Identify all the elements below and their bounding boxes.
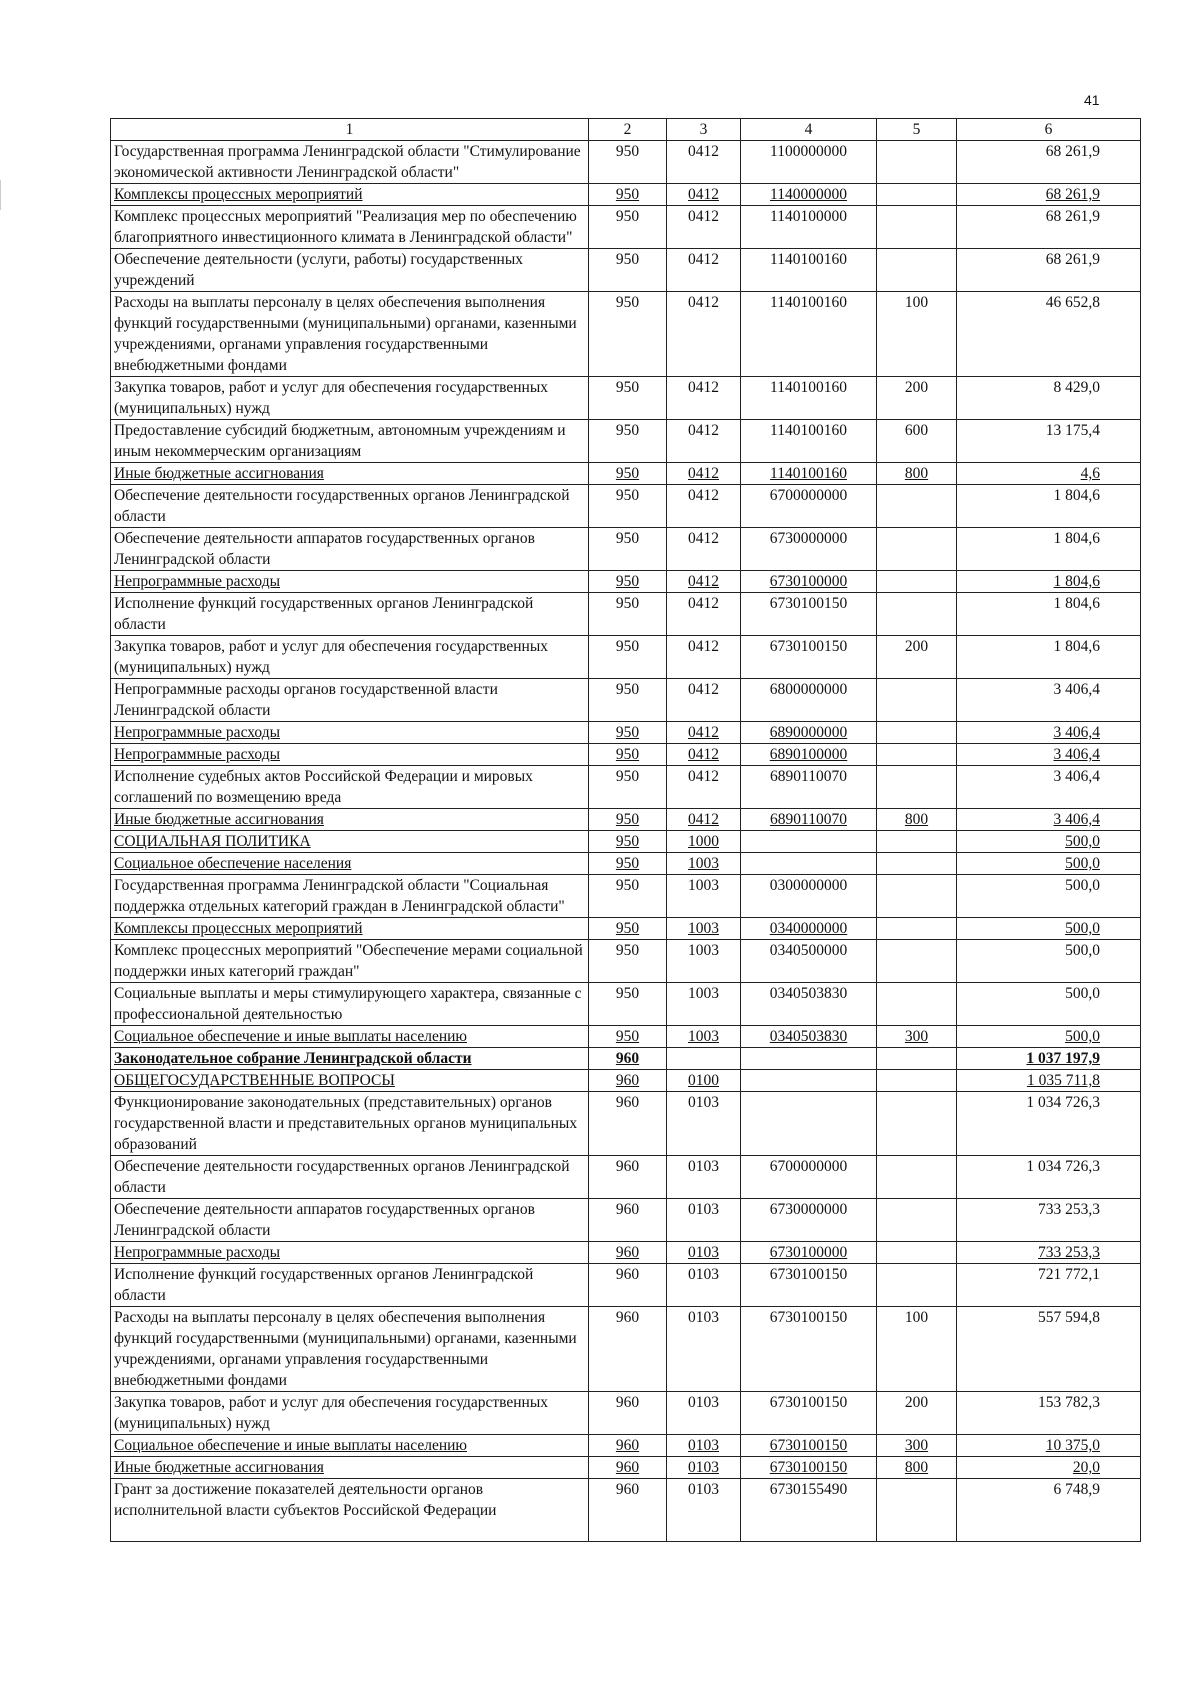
row-section-code: 0412 <box>667 249 741 292</box>
row-amount: 6 748,9 <box>957 1479 1141 1542</box>
row-ministry-code: 950 <box>589 853 667 875</box>
row-section-code: 0412 <box>667 593 741 636</box>
row-target-code <box>741 853 877 875</box>
row-expense-type <box>877 853 957 875</box>
row-expense-type <box>877 744 957 766</box>
row-expense-type <box>877 593 957 636</box>
row-target-code: 1140100160 <box>741 249 877 292</box>
row-name: Непрограммные расходы <box>111 744 589 766</box>
row-ministry-code: 950 <box>589 636 667 679</box>
row-section-code: 0103 <box>667 1092 741 1156</box>
row-name: Исполнение судебных актов Российской Федерации и мировых соглашений по возмещению вреда <box>111 766 589 809</box>
row-ministry-code: 950 <box>589 918 667 940</box>
row-section-code: 0412 <box>667 766 741 809</box>
row-amount: 3 406,4 <box>957 766 1141 809</box>
row-expense-type <box>877 1070 957 1092</box>
row-name: Обеспечение деятельности государственных органов Ленинградской области <box>111 1156 589 1199</box>
row-ministry-code: 950 <box>589 463 667 485</box>
table-row <box>111 1199 1141 1242</box>
row-name: Закупка товаров, работ и услуг для обеспечения государственных (муниципальных) нужд <box>111 636 589 679</box>
row-target-code: 1140100160 <box>741 292 877 377</box>
row-section-code: 0412 <box>667 809 741 831</box>
row-target-code: 1140100160 <box>741 463 877 485</box>
row-name: Обеспечение деятельности (услуги, работы) государственных учреждений <box>111 249 589 292</box>
row-expense-type <box>877 875 957 918</box>
row-expense-type <box>877 1242 957 1264</box>
row-amount: 46 652,8 <box>957 292 1141 377</box>
row-name: Расходы на выплаты персоналу в целях обеспечения выполнения функций государственными (муниципальными) органами, казенными учреждениями, органами управления государственными внебюджетными фондами <box>111 292 589 377</box>
row-target-code <box>741 1092 877 1156</box>
table-row <box>111 292 1141 377</box>
row-name: Иные бюджетные ассигнования <box>111 463 589 485</box>
row-name: Непрограммные расходы <box>111 1242 589 1264</box>
row-amount: 500,0 <box>957 875 1141 918</box>
table-row <box>111 249 1141 292</box>
table-row <box>111 1479 1141 1542</box>
row-expense-type <box>877 831 957 853</box>
table-row <box>111 1392 1141 1435</box>
table-row <box>111 463 1141 485</box>
row-amount: 68 261,9 <box>957 141 1141 184</box>
row-ministry-code: 960 <box>589 1156 667 1199</box>
row-expense-type: 800 <box>877 809 957 831</box>
row-ministry-code: 960 <box>589 1435 667 1457</box>
table-row <box>111 420 1141 463</box>
row-name: Закупка товаров, работ и услуг для обеспечения государственных (муниципальных) нужд <box>111 377 589 420</box>
row-section-code: 1003 <box>667 940 741 983</box>
row-section-code: 0412 <box>667 377 741 420</box>
row-section-code: 1003 <box>667 983 741 1026</box>
row-ministry-code: 950 <box>589 377 667 420</box>
row-ministry-code: 950 <box>589 593 667 636</box>
row-amount: 3 406,4 <box>957 722 1141 744</box>
header-col-4: 4 <box>741 119 877 141</box>
row-name: Комплексы процессных мероприятий <box>111 918 589 940</box>
row-expense-type <box>877 485 957 528</box>
row-amount: 1 804,6 <box>957 636 1141 679</box>
row-ministry-code: 950 <box>589 940 667 983</box>
row-expense-type: 200 <box>877 1392 957 1435</box>
row-expense-type <box>877 940 957 983</box>
row-ministry-code: 960 <box>589 1307 667 1392</box>
table-row <box>111 206 1141 249</box>
row-name: Закупка товаров, работ и услуг для обеспечения государственных (муниципальных) нужд <box>111 1392 589 1435</box>
table-row <box>111 636 1141 679</box>
row-ministry-code: 950 <box>589 485 667 528</box>
row-target-code: 6730155490 <box>741 1479 877 1542</box>
row-name: Функционирование законодательных (представительных) органов государственной власти и представительных органов муниципальных образований <box>111 1092 589 1156</box>
row-amount: 3 406,4 <box>957 679 1141 722</box>
row-ministry-code: 950 <box>589 679 667 722</box>
row-target-code: 6890110070 <box>741 809 877 831</box>
row-section-code: 0412 <box>667 420 741 463</box>
row-expense-type <box>877 679 957 722</box>
table-row <box>111 679 1141 722</box>
row-target-code: 1140100160 <box>741 420 877 463</box>
row-section-code: 1003 <box>667 853 741 875</box>
row-ministry-code: 950 <box>589 875 667 918</box>
row-target-code: 6800000000 <box>741 679 877 722</box>
row-amount: 1 034 726,3 <box>957 1156 1141 1199</box>
row-amount: 733 253,3 <box>957 1199 1141 1242</box>
row-expense-type: 300 <box>877 1435 957 1457</box>
page-number: 41 <box>1084 92 1100 108</box>
row-amount: 68 261,9 <box>957 184 1141 206</box>
row-section-code: 0103 <box>667 1307 741 1392</box>
row-expense-type: 200 <box>877 636 957 679</box>
row-target-code: 0300000000 <box>741 875 877 918</box>
row-target-code: 1140000000 <box>741 184 877 206</box>
table-row <box>111 571 1141 593</box>
row-ministry-code: 960 <box>589 1070 667 1092</box>
row-target-code: 6730100150 <box>741 1264 877 1307</box>
row-amount: 20,0 <box>957 1457 1141 1479</box>
table-row <box>111 485 1141 528</box>
row-amount: 1 035 711,8 <box>957 1070 1141 1092</box>
row-target-code <box>741 1070 877 1092</box>
row-target-code: 1140100160 <box>741 377 877 420</box>
row-section-code: 0103 <box>667 1435 741 1457</box>
row-target-code <box>741 831 877 853</box>
row-target-code: 6730100150 <box>741 1307 877 1392</box>
row-amount: 1 037 197,9 <box>957 1048 1141 1070</box>
row-expense-type <box>877 1199 957 1242</box>
table-body <box>111 141 1141 1542</box>
row-section-code: 0412 <box>667 571 741 593</box>
row-name: Комплекс процессных мероприятий "Реализация мер по обеспечению благоприятного инвестиционного климата в Ленинградской области" <box>111 206 589 249</box>
row-section-code: 0412 <box>667 528 741 571</box>
row-name: Исполнение функций государственных органов Ленинградской области <box>111 593 589 636</box>
row-amount: 500,0 <box>957 1026 1141 1048</box>
row-expense-type <box>877 766 957 809</box>
row-expense-type <box>877 206 957 249</box>
table-row <box>111 528 1141 571</box>
row-section-code: 0412 <box>667 292 741 377</box>
table-row <box>111 744 1141 766</box>
table-row <box>111 377 1141 420</box>
row-name: ОБЩЕГОСУДАРСТВЕННЫЕ ВОПРОСЫ <box>111 1070 589 1092</box>
header-col-6: 6 <box>957 119 1141 141</box>
row-ministry-code: 950 <box>589 249 667 292</box>
row-section-code: 0412 <box>667 206 741 249</box>
row-section-code: 0103 <box>667 1479 741 1542</box>
row-amount: 500,0 <box>957 853 1141 875</box>
row-amount: 3 406,4 <box>957 744 1141 766</box>
table-row <box>111 141 1141 184</box>
row-expense-type <box>877 1264 957 1307</box>
row-section-code: 0103 <box>667 1264 741 1307</box>
table-row <box>111 1070 1141 1092</box>
row-section-code: 0103 <box>667 1199 741 1242</box>
row-ministry-code: 950 <box>589 528 667 571</box>
row-name: Комплекс процессных мероприятий "Обеспечение мерами социальной поддержки иных категорий граждан" <box>111 940 589 983</box>
table-row <box>111 1242 1141 1264</box>
row-expense-type: 300 <box>877 1026 957 1048</box>
row-name: СОЦИАЛЬНАЯ ПОЛИТИКА <box>111 831 589 853</box>
row-name: Обеспечение деятельности аппаратов государственных органов Ленинградской области <box>111 1199 589 1242</box>
row-name: Непрограммные расходы органов государственной власти Ленинградской области <box>111 679 589 722</box>
row-ministry-code: 950 <box>589 184 667 206</box>
row-section-code: 0100 <box>667 1070 741 1092</box>
row-ministry-code: 960 <box>589 1457 667 1479</box>
row-name: Социальное обеспечение и иные выплаты населению <box>111 1026 589 1048</box>
row-amount: 1 804,6 <box>957 593 1141 636</box>
row-expense-type <box>877 571 957 593</box>
row-section-code: 0412 <box>667 485 741 528</box>
row-name: Предоставление субсидий бюджетным, автономным учреждениям и иным некоммерческим организациям <box>111 420 589 463</box>
row-ministry-code: 960 <box>589 1264 667 1307</box>
row-target-code: 6730100150 <box>741 1435 877 1457</box>
row-ministry-code: 950 <box>589 571 667 593</box>
row-name: Расходы на выплаты персоналу в целях обеспечения выполнения функций государственными (муниципальными) органами, казенными учреждениями, органами управления государственными внебюджетными фондами <box>111 1307 589 1392</box>
row-section-code: 0103 <box>667 1156 741 1199</box>
row-amount: 8 429,0 <box>957 377 1141 420</box>
table-row <box>111 722 1141 744</box>
row-expense-type <box>877 528 957 571</box>
header-col-2: 2 <box>589 119 667 141</box>
row-name: Государственная программа Ленинградской области "Социальная поддержка отдельных категорий граждан в Ленинградской области" <box>111 875 589 918</box>
row-name: Социальные выплаты и меры стимулирующего характера, связанные с профессиональной деятельностью <box>111 983 589 1026</box>
row-amount: 153 782,3 <box>957 1392 1141 1435</box>
row-amount: 500,0 <box>957 983 1141 1026</box>
row-expense-type <box>877 1048 957 1070</box>
row-amount: 4,6 <box>957 463 1141 485</box>
row-section-code: 0103 <box>667 1457 741 1479</box>
table-row <box>111 1026 1141 1048</box>
row-expense-type <box>877 722 957 744</box>
row-target-code: 6730000000 <box>741 528 877 571</box>
scan-edge-mark <box>0 180 2 210</box>
row-ministry-code: 950 <box>589 420 667 463</box>
row-section-code: 0412 <box>667 679 741 722</box>
row-target-code: 6730100150 <box>741 593 877 636</box>
row-target-code: 6730100000 <box>741 1242 877 1264</box>
row-amount: 500,0 <box>957 940 1141 983</box>
row-ministry-code: 960 <box>589 1048 667 1070</box>
header-col-5: 5 <box>877 119 957 141</box>
table-row <box>111 983 1141 1026</box>
row-ministry-code: 950 <box>589 292 667 377</box>
row-name: Иные бюджетные ассигнования <box>111 1457 589 1479</box>
row-name: Обеспечение деятельности государственных органов Ленинградской области <box>111 485 589 528</box>
table-row <box>111 831 1141 853</box>
row-target-code: 0340503830 <box>741 1026 877 1048</box>
table-row <box>111 1457 1141 1479</box>
row-expense-type <box>877 141 957 184</box>
row-target-code: 6700000000 <box>741 1156 877 1199</box>
row-section-code: 0412 <box>667 722 741 744</box>
row-amount: 1 804,6 <box>957 528 1141 571</box>
row-name: Непрограммные расходы <box>111 722 589 744</box>
row-target-code: 0340500000 <box>741 940 877 983</box>
row-expense-type <box>877 1479 957 1542</box>
row-expense-type: 100 <box>877 292 957 377</box>
row-section-code: 0412 <box>667 141 741 184</box>
row-ministry-code: 950 <box>589 809 667 831</box>
row-ministry-code: 960 <box>589 1199 667 1242</box>
row-section-code: 0412 <box>667 636 741 679</box>
row-target-code: 0340503830 <box>741 983 877 1026</box>
row-amount: 1 804,6 <box>957 571 1141 593</box>
row-target-code: 6890100000 <box>741 744 877 766</box>
row-amount: 721 772,1 <box>957 1264 1141 1307</box>
row-expense-type: 800 <box>877 463 957 485</box>
table-row <box>111 1307 1141 1392</box>
table-row <box>111 809 1141 831</box>
row-amount: 1 804,6 <box>957 485 1141 528</box>
row-expense-type <box>877 983 957 1026</box>
row-expense-type <box>877 249 957 292</box>
row-target-code: 0340000000 <box>741 918 877 940</box>
row-expense-type <box>877 184 957 206</box>
row-name: Иные бюджетные ассигнования <box>111 809 589 831</box>
row-expense-type <box>877 1156 957 1199</box>
row-target-code: 6730100150 <box>741 636 877 679</box>
table-row <box>111 940 1141 983</box>
row-amount: 500,0 <box>957 831 1141 853</box>
table-row <box>111 766 1141 809</box>
table-row <box>111 918 1141 940</box>
row-section-code: 1000 <box>667 831 741 853</box>
table-row <box>111 184 1141 206</box>
table-row <box>111 1048 1141 1070</box>
row-section-code: 1003 <box>667 1026 741 1048</box>
row-target-code: 6890000000 <box>741 722 877 744</box>
row-target-code: 6890110070 <box>741 766 877 809</box>
row-amount: 13 175,4 <box>957 420 1141 463</box>
table-header-row <box>111 119 1141 141</box>
row-section-code: 1003 <box>667 918 741 940</box>
row-target-code: 6730000000 <box>741 1199 877 1242</box>
row-amount: 500,0 <box>957 918 1141 940</box>
row-amount: 1 034 726,3 <box>957 1092 1141 1156</box>
row-section-code: 0103 <box>667 1392 741 1435</box>
row-amount: 3 406,4 <box>957 809 1141 831</box>
row-name: Непрограммные расходы <box>111 571 589 593</box>
table-row <box>111 875 1141 918</box>
row-ministry-code: 950 <box>589 983 667 1026</box>
row-expense-type: 200 <box>877 377 957 420</box>
row-target-code: 1140100000 <box>741 206 877 249</box>
row-ministry-code: 950 <box>589 141 667 184</box>
row-target-code: 6730100150 <box>741 1392 877 1435</box>
row-amount: 10 375,0 <box>957 1435 1141 1457</box>
row-name: Обеспечение деятельности аппаратов государственных органов Ленинградской области <box>111 528 589 571</box>
row-target-code: 6730100150 <box>741 1457 877 1479</box>
row-section-code <box>667 1048 741 1070</box>
table-row <box>111 593 1141 636</box>
row-section-code: 0412 <box>667 744 741 766</box>
header-col-1: 1 <box>111 119 589 141</box>
row-ministry-code: 950 <box>589 766 667 809</box>
row-ministry-code: 950 <box>589 744 667 766</box>
row-name: Исполнение функций государственных органов Ленинградской области <box>111 1264 589 1307</box>
table-row <box>111 1156 1141 1199</box>
row-section-code: 0412 <box>667 463 741 485</box>
row-section-code: 1003 <box>667 875 741 918</box>
row-amount: 68 261,9 <box>957 249 1141 292</box>
row-expense-type: 600 <box>877 420 957 463</box>
table-row <box>111 853 1141 875</box>
row-ministry-code: 960 <box>589 1479 667 1542</box>
row-expense-type <box>877 918 957 940</box>
row-name: Социальное обеспечение и иные выплаты населению <box>111 1435 589 1457</box>
row-target-code <box>741 1048 877 1070</box>
row-section-code: 0103 <box>667 1242 741 1264</box>
row-ministry-code: 960 <box>589 1392 667 1435</box>
row-target-code: 1100000000 <box>741 141 877 184</box>
table-row <box>111 1264 1141 1307</box>
row-ministry-code: 960 <box>589 1092 667 1156</box>
row-expense-type: 100 <box>877 1307 957 1392</box>
row-ministry-code: 950 <box>589 1026 667 1048</box>
table-row <box>111 1092 1141 1156</box>
row-target-code: 6700000000 <box>741 485 877 528</box>
row-amount: 557 594,8 <box>957 1307 1141 1392</box>
row-ministry-code: 950 <box>589 722 667 744</box>
row-name: Законодательное собрание Ленинградской области <box>111 1048 589 1070</box>
row-expense-type: 800 <box>877 1457 957 1479</box>
row-target-code: 6730100000 <box>741 571 877 593</box>
row-amount: 733 253,3 <box>957 1242 1141 1264</box>
row-name: Грант за достижение показателей деятельности органов исполнительной власти субъектов Российской Федерации <box>111 1479 589 1542</box>
row-name: Комплексы процессных мероприятий <box>111 184 589 206</box>
row-amount: 68 261,9 <box>957 206 1141 249</box>
row-ministry-code: 960 <box>589 1242 667 1264</box>
row-name: Социальное обеспечение населения <box>111 853 589 875</box>
row-ministry-code: 950 <box>589 831 667 853</box>
row-expense-type <box>877 1092 957 1156</box>
table-row <box>111 1435 1141 1457</box>
header-col-3: 3 <box>667 119 741 141</box>
budget-table <box>110 118 1141 1542</box>
row-name: Государственная программа Ленинградской области "Стимулирование экономической активности Ленинградской области" <box>111 141 589 184</box>
row-section-code: 0412 <box>667 184 741 206</box>
row-ministry-code: 950 <box>589 206 667 249</box>
